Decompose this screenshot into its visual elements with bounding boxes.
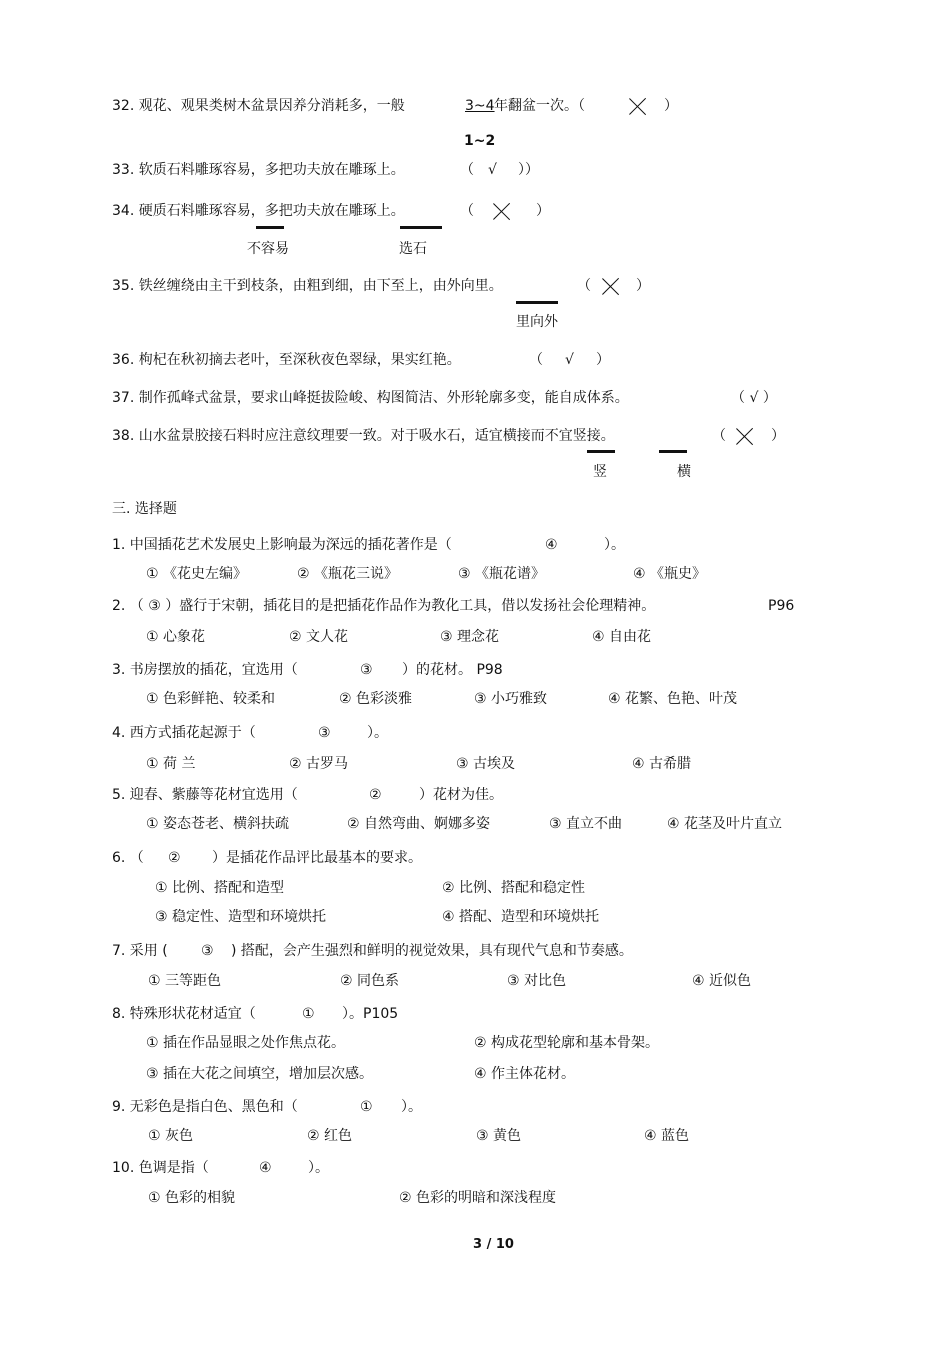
- q32-text: 32. 观花、观果类树木盆景因养分消耗多，一般: [112, 98, 405, 114]
- mc2-page-ref: P96: [768, 598, 795, 614]
- q37-answer: （ √ ）: [731, 390, 777, 406]
- q32-correction: 1~2: [464, 133, 496, 149]
- correction-bar: [659, 450, 687, 453]
- mc4-question: 4. 西方式插花起源于（: [112, 725, 256, 741]
- q36-close: ）: [596, 352, 610, 368]
- q35-close: ）: [636, 278, 650, 294]
- mc9-question: 9. 无彩色是指白色、黑色和（: [112, 1099, 298, 1115]
- cross-mark-icon: [735, 426, 755, 446]
- cross-mark-icon: [601, 276, 621, 296]
- mc9-option: ④ 蓝色: [644, 1128, 690, 1144]
- mc3-option: ② 色彩淡雅: [339, 691, 413, 707]
- mc5-option: ② 自然弯曲、婀娜多姿: [347, 816, 491, 832]
- mc7-answer: ③: [201, 943, 214, 959]
- mc8-option: ② 构成花型轮廓和基本骨架。: [474, 1035, 660, 1051]
- correction-bar: [400, 226, 442, 229]
- mc1-answer: ④: [545, 537, 558, 553]
- q33-check-mark: √: [488, 162, 497, 178]
- q32-close: ）: [664, 98, 678, 114]
- mc9-answer: ①: [360, 1099, 373, 1115]
- cross-mark-icon: [628, 96, 648, 116]
- mc6-option: ④ 搭配、造型和环境烘托: [442, 909, 600, 925]
- mc4-answer: ③: [318, 725, 331, 741]
- mc9-option: ③ 黄色: [476, 1128, 522, 1144]
- mc4-option: ④ 古希腊: [632, 756, 692, 772]
- q35-open: （: [577, 278, 591, 294]
- mc2-question: 2. （ ③ ）盛行于宋朝，插花目的是把插花作品作为教化工具，借以发扬社会伦理精神。: [112, 598, 656, 614]
- mc7-option: ④ 近似色: [692, 973, 752, 989]
- q32-rest: 年翻盆一次。（: [494, 98, 585, 114]
- cross-mark-icon: [492, 201, 512, 221]
- mc5-answer: ②: [369, 787, 382, 803]
- mc2-option: ① 心象花: [146, 629, 206, 645]
- q33-open: （: [460, 162, 474, 178]
- mc4-end: ）。: [367, 725, 388, 741]
- mc4-option: ② 古罗马: [289, 756, 349, 772]
- q33-close: ））: [518, 162, 539, 178]
- mc5-option: ④ 花茎及叶片直立: [667, 816, 783, 832]
- mc9-option: ② 红色: [307, 1128, 353, 1144]
- mc8-option: ④ 作主体花材。: [474, 1066, 576, 1082]
- mc6-question: 6. （: [112, 850, 144, 866]
- mc3-answer: ③: [360, 662, 373, 678]
- mc6-answer: ②: [168, 850, 181, 866]
- q36-open: （: [529, 352, 543, 368]
- mc10-answer: ④: [259, 1160, 272, 1176]
- q35-correction: 里向外: [516, 314, 558, 330]
- mc2-option: ② 文人花: [289, 629, 349, 645]
- correction-bar: [256, 226, 284, 229]
- page-number: 3 / 10: [473, 1237, 514, 1252]
- mc5-option: ① 姿态苍老、横斜扶疏: [146, 816, 290, 832]
- mc4-option: ③ 古埃及: [456, 756, 516, 772]
- mc2-option: ④ 自由花: [592, 629, 652, 645]
- q34-close: ）: [536, 203, 550, 219]
- mc7-option: ① 三等距色: [148, 973, 222, 989]
- mc5-option: ③ 直立不曲: [549, 816, 623, 832]
- mc8-end: ）。P105: [342, 1006, 399, 1022]
- mc3-option: ③ 小巧雅致: [474, 691, 548, 707]
- mc10-question: 10. 色调是指（: [112, 1160, 209, 1176]
- mc7-option: ③ 对比色: [507, 973, 567, 989]
- q34-correction-1: 不容易: [247, 241, 289, 257]
- mc6-end: ）是插花作品评比最基本的要求。: [212, 850, 422, 866]
- mc8-option: ③ 插在大花之间填空，增加层次感。: [146, 1066, 374, 1082]
- correction-bar: [587, 450, 615, 453]
- mc1-option: ④ 《瓶史》: [633, 566, 707, 582]
- mc10-option: ② 色彩的明暗和深浅程度: [399, 1190, 557, 1206]
- mc3-option: ④ 花繁、色艳、叶茂: [608, 691, 738, 707]
- mc1-option: ③ 《瓶花谱》: [458, 566, 546, 582]
- mc1-option: ② 《瓶花三说》: [297, 566, 399, 582]
- mc6-option: ② 比例、搭配和稳定性: [442, 880, 586, 896]
- q38-text: 38. 山水盆景胶接石料时应注意纹理要一致。对于吸水石，适宜横接而不宜竖接。: [112, 428, 615, 444]
- mc6-option: ③ 稳定性、造型和环境烘托: [155, 909, 327, 925]
- q36-check-mark: √: [565, 352, 574, 368]
- mc7-option: ② 同色系: [340, 973, 400, 989]
- mc9-option: ① 灰色: [148, 1128, 194, 1144]
- mc10-end: ）。: [308, 1160, 329, 1176]
- correction-bar: [516, 301, 558, 304]
- section-title: 三. 选择题: [112, 501, 177, 517]
- mc4-option: ① 荷 兰: [146, 756, 196, 772]
- mc3-option: ① 色彩鲜艳、较柔和: [146, 691, 276, 707]
- mc8-question: 8. 特殊形状花材适宜（: [112, 1006, 256, 1022]
- q38-open: （: [712, 428, 726, 444]
- mc5-question: 5. 迎春、紫藤等花材宜选用（: [112, 787, 298, 803]
- mc5-end: ）花材为佳。: [419, 787, 503, 803]
- q38-close: ）: [771, 428, 785, 444]
- q34-correction-2: 选石: [399, 241, 427, 257]
- q38-correction-2: 横: [677, 464, 691, 480]
- mc1-option: ① 《花史左编》: [146, 566, 248, 582]
- mc7-end: ) 搭配，会产生强烈和鲜明的视觉效果，具有现代气息和节奏感。: [231, 943, 633, 959]
- mc2-option: ③ 理念花: [440, 629, 500, 645]
- mc3-end: ）的花材。 P98: [402, 662, 503, 678]
- q34-open: （: [460, 203, 474, 219]
- q36-text: 36. 枸杞在秋初摘去老叶，至深秋夜色翠绿，果实红艳。: [112, 352, 461, 368]
- mc8-answer: ①: [302, 1006, 315, 1022]
- mc8-option: ① 插在作品显眼之处作焦点花。: [146, 1035, 346, 1051]
- mc1-question: 1. 中国插花艺术发展史上影响最为深远的插花著作是（: [112, 537, 452, 553]
- mc3-question: 3. 书房摆放的插花，宜选用（: [112, 662, 298, 678]
- q33-text: 33. 软质石料雕琢容易，多把功夫放在雕琢上。: [112, 162, 405, 178]
- q37-text: 37. 制作孤峰式盆景，要求山峰挺拔险峻、构图简洁、外形轮廓多变，能自成体系。: [112, 390, 629, 406]
- q34-text: 34. 硬质石料雕琢容易，多把功夫放在雕琢上。: [112, 203, 405, 219]
- q35-text: 35. 铁丝缠绕由主干到枝条，由粗到细，由下至上，由外向里。: [112, 278, 503, 294]
- q32-number: 3~4: [465, 98, 495, 114]
- mc9-end: ）。: [401, 1099, 422, 1115]
- mc7-question: 7. 采用 (: [112, 943, 168, 959]
- mc10-option: ① 色彩的相貌: [148, 1190, 236, 1206]
- mc6-option: ① 比例、搭配和造型: [155, 880, 285, 896]
- q38-correction-1: 竖: [593, 464, 607, 480]
- mc1-end: ）。: [604, 537, 625, 553]
